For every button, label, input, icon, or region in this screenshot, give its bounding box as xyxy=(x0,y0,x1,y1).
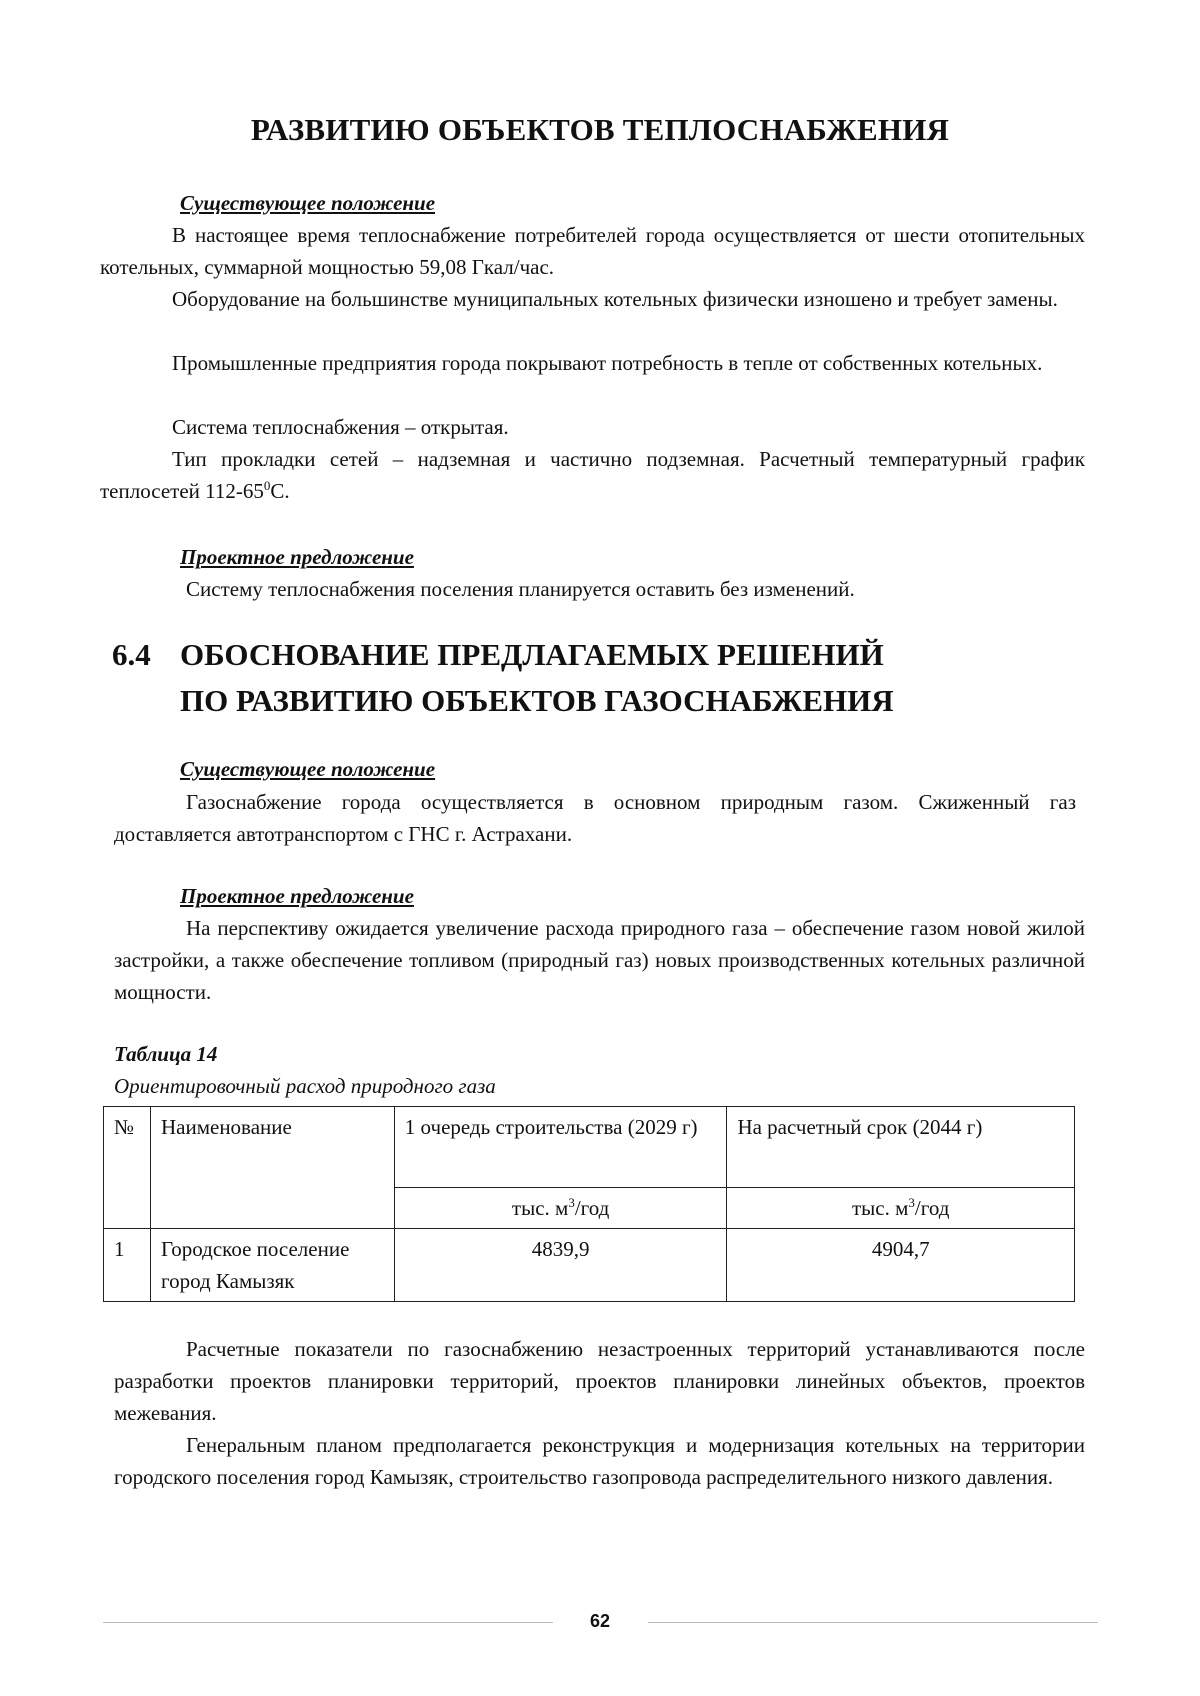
heat-paragraph-5-unit: С. xyxy=(270,479,290,503)
gas-paragraph-4: Генеральным планом предполагается реконструкция и модернизация котельных на территории городского поселения город Камызяк, строительство газопровода распределительного низкого давления. xyxy=(114,1433,1085,1489)
table-label: Таблица 14 xyxy=(114,1042,218,1066)
heat-paragraph-5 xyxy=(100,443,1085,507)
header-name: Наименование xyxy=(150,1107,394,1229)
header-final: На расчетный срок (2044 г) xyxy=(727,1107,1075,1188)
heat-existing-label: Существующее положение xyxy=(180,191,436,215)
gas-paragraph-1: Газоснабжение города осуществляется в основном природным газом. Сжиженный газ доставляется автотранспортом с ГНС г. Астрахани. xyxy=(114,790,1076,846)
degree-superscript: 0 xyxy=(263,478,271,493)
heat-paragraph-4: Система теплоснабжения – открытая. xyxy=(172,415,509,439)
heat-paragraph-2: Оборудование на большинстве муниципальных котельных физически изношено и требует замены. xyxy=(172,287,1058,311)
gas-paragraph-3: Расчетные показатели по газоснабжению незастроенных территорий устанавливаются после разработки проектов планировки территорий, проектов планировки линейных объектов, проектов межевания. xyxy=(114,1337,1085,1425)
unit-final: тыс. $м^3$/год xyxy=(727,1188,1075,1229)
row-name: Городское поселение город Камызяк xyxy=(150,1229,394,1302)
gas-existing-label: Существующее положение xyxy=(180,757,436,781)
table-row xyxy=(104,1229,1075,1302)
header-no: № xyxy=(104,1107,151,1229)
table-caption: Ориентировочный расход природного газа xyxy=(114,1074,496,1098)
gas-paragraph-2: На перспективу ожидается увеличение расхода природного газа – обеспечение газом новой жилой застройки, а также обеспечение топливом (природный газ) новых производственных котельных различной мощности. xyxy=(114,916,1085,1004)
gas-proposal-label: Проектное предложение xyxy=(180,884,414,908)
heat-paragraph-5-text: Тип прокладки сетей – надземная и частично подземная. Расчетный температурный график теплосетей 112-65 xyxy=(100,447,1085,503)
row-stage1-value: 4839,9 xyxy=(394,1229,727,1302)
gas-section-title-line-1: ОБОСНОВАНИЕ ПРЕДЛАГАЕМЫХ РЕШЕНИЙ xyxy=(180,637,884,672)
gas-consumption-table xyxy=(103,1106,1075,1302)
row-final-value: 4904,7 xyxy=(727,1229,1075,1302)
heat-paragraph-6: Систему теплоснабжения поселения планируется оставить без изменений. xyxy=(186,577,855,601)
header-stage1: 1 очередь строительства (2029 г) xyxy=(394,1107,727,1188)
heat-paragraph-1: В настоящее время теплоснабжение потребителей города осуществляется от шести отопительных котельных, суммарной мощностью 59,08 Гкал/час. xyxy=(100,223,1085,279)
gas-section-title-line-2: ПО РАЗВИТИЮ ОБЪЕКТОВ ГАЗОСНАБЖЕНИЯ xyxy=(180,683,894,718)
unit-stage1: тыс. $м^3$/год xyxy=(394,1188,727,1229)
heat-section-title: РАЗВИТИЮ ОБЪЕКТОВ ТЕПЛОСНАБЖЕНИЯ xyxy=(250,112,950,147)
heat-proposal-label: Проектное предложение xyxy=(180,545,414,569)
table-header-row xyxy=(104,1107,1075,1188)
row-no: 1 xyxy=(104,1229,151,1302)
heat-paragraph-3: Промышленные предприятия города покрывают потребность в тепле от собственных котельных. xyxy=(172,351,1043,375)
page-number: 62 xyxy=(589,1611,611,1631)
gas-section-number: 6.4 xyxy=(112,637,151,672)
